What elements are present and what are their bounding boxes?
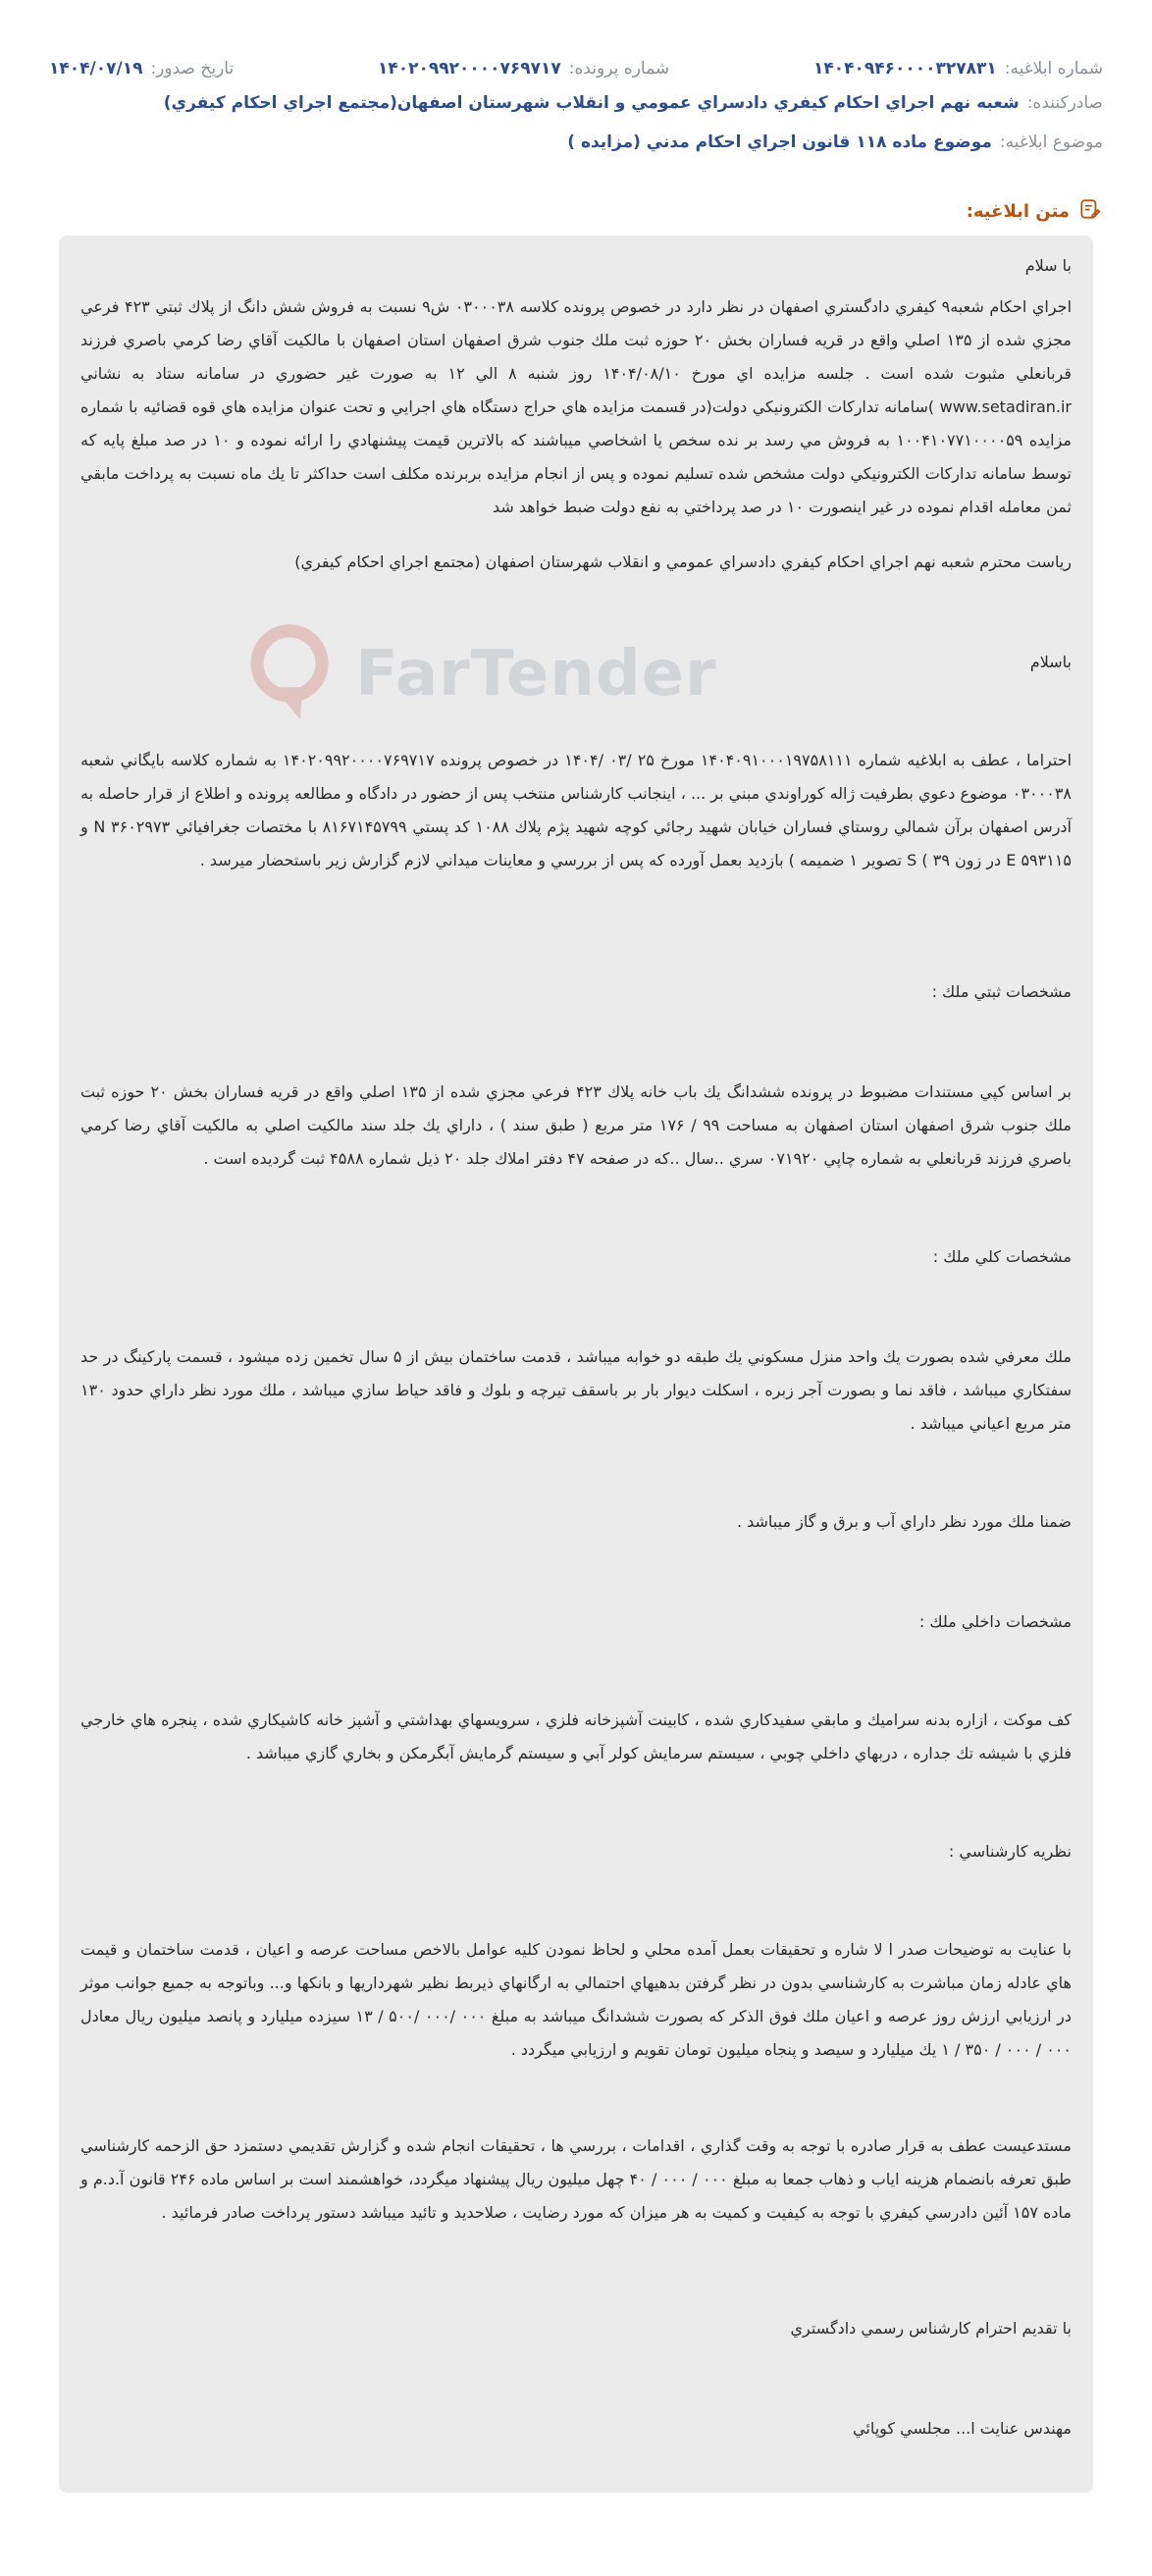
interior-specs-heading: مشخصات داخلي ملك : [918,1612,1072,1631]
greeting: با سلام [1024,256,1072,275]
subject-value: موضوع ماده ۱۱۸ قانون اجراي احكام مدني (مزايده ) [567,132,992,152]
expert-intro: احتراما ، عطف به ابلاغيه شماره ۱۴۰۴۰۹۱۰۰۰۱۹۷۵۸۱۱۱ مورخ ۲۵ /۰۳ /۱۴۰۴ در خصوص پرونده ۱۴۰۲۰۹۹۲۰۰۰۰۷۶۹۷۱۷ به شماره كلاسه بايگاني شعبه ۰۳۰۰۰۳۸ موضوع دعوي بطرفيت ژاله كوراوندي مبني بر ... ، اينجانب كارشناس منتخب پس از حضور در دادگاه و مطالعه پرونده و اطلاع از قرار حاصله به آدرس اصفهان برآن شمالي روستاي فساران خيابان شهيد رجائي كوچه شهيد پژم پلاك ۱۰۸۸ كد پستي ۸۱۶۷۱۴۵۷۹۹ با مختصات جغرافيائي ۳۶۰۲۹۷۳ N و ۵۹۳۱۱۵ E در زون ۳۹ ) S تصوير ۱ ضميمه ) بازديد بعمل آورده كه پس از بررسي و معاينات ميداني لازم گزارش زير باستحضار ميرسد . [80,751,1073,869]
general-specs: ملك معرفي شده بصورت يك واحد منزل مسكوني يك طبقه دو خوابه ميباشد ، قدمت ساختمان بيش از ۵ سال تخمين زده ميشود ، قسمت پاركينگ در حد سفتكاري ميباشد ، فاقد نما و بصورت آجر زبره ، اسكلت ديوار بار بر باسقف تيرچه و بلوك و فاقد حياط سازي ميباشد ، ملك مورد نظر داراي حدود ۱۳۰ متر مربع اعياني ميباشد . [80,1347,1072,1433]
sender-label: صادرکننده: [1026,93,1103,113]
registration-details: بر اساس كپي مستندات مضبوط در پرونده ششدانگ يك باب خانه پلاك ۴۲۳ فرعي مجزي شده از ۱۳۵ اصلي واقع در قريه فساران بخش ۲۰ حوزه ثبت ملك جنوب شرق اصفهان استان اصفهان به مساحت ۹۹ / ۱۷۶ متر مربع ( طبق سند ) ، داراي يك جلد سند مالكيت اصلي به مالكيت آقاي رضا كرمي باصري فرزند قربانعلي به شماره چاپي ۰۷۱۹۲۰ سري ..سال ..كه در صفحه ۴۷ دفتر املاك جلد ۲۰ ذيل شماره ۴۵۸۸ ثبت گرديده است . [80,1082,1073,1168]
interior-specs: كف موكت ، ازاره بدنه سراميك و مابقي سفيدكاري شده ، كابينت آشپزخانه فلزي ، سرويسهاي بهداشتي و آشپز خانه كاشيكاري شده ، پنجره هاي خارجي فلزي با شيشه تك جداره ، دربهاي داخلي چوبي ، سيستم سرمايش كولر آبي و سيستم گرمايش آبگرمكن و بخاري گازي ميباشد . [80,1710,1072,1762]
issue-date [49,59,234,79]
sender-value: شعبه نهم اجراي احكام كيفري دادسراي عمومي و انقلاب شهرستان اصفهان(مجتمع اجراي احكام كيفري) [163,93,1020,113]
notice-body [59,236,1093,2493]
case-number-value: ۱۴۰۲۰۹۹۲۰۰۰۰۷۶۹۷۱۷ [378,59,561,79]
notice-number-value: ۱۴۰۴۰۹۴۶۰۰۰۰۳۲۷۸۳۱ [812,59,997,79]
notice-number-label: شماره ابلاغیه: [1004,59,1103,79]
expert-signature: مهندس عنايت ا... مجلسي كوپائي [853,2419,1072,2438]
case-number-label: شماره پرونده: [568,59,670,79]
closing: با تقديم احترام كارشناس رسمي دادگستري [790,2319,1072,2338]
case-number [378,59,669,79]
general-specs-heading: مشخصات كلي ملك : [932,1247,1072,1266]
expert-opinion-heading: نظريه كارشناسي : [948,1842,1072,1861]
subject-label: موضوع ابلاغیه: [999,132,1103,152]
greeting-2: باسلام [1029,653,1072,671]
issue-date-value: ۱۴۰۴/۰۷/۱۹ [49,59,143,79]
registration-heading: مشخصات ثبتي ملك : [931,982,1072,1001]
issue-date-label: تاریخ صدور: [150,59,235,79]
subject-line [49,132,1103,152]
fee-request: مستدعيست عطف به قرار صادره با توجه به وقت گذاري ، اقدامات ، بررسي ها ، تحقيقات انجام شده و گزارش تقديمي دستمزد حق الزحمه كارشناسي طبق تعرفه بانضمام هزينه اياب و ذهاب جمعا به مبلغ ۰۰۰ / ۰۰۰ / ۴۰ چهل ميليون ريال پيشنهاد ميگردد، خواهشمند است بر اساس ماده ۲۴۶ قانون آ.د.م و ماده ۱۵۷ آئين دادرسي كيفري با توجه به كيفيت و كميت به هر ميزان كه مورد رضايت ، صلاحديد و تائيد ميباشد دستور پرداخت صادر فرمائيد . [80,2136,1073,2222]
sender-line [49,93,1103,113]
utilities-note: ضمنا ملك مورد نظر داراي آب و برق و گاز ميباشد . [736,1512,1072,1531]
addressee: رياست محترم شعبه نهم اجراي احكام كيفري دادسراي عمومي و انقلاب شهرستان اصفهان (مجتمع اجراي احكام كيفري) [294,552,1072,571]
notice-text-heading-label: متن ابلاغیه: [966,201,1070,222]
notice-number [813,59,1103,79]
watermark-text: FarTender [355,638,717,710]
notice-header [49,54,1103,83]
auction-announcement: اجراي احكام شعبه۹ كيفري دادگستري اصفهان در نظر دارد در خصوص پرونده كلاسه ۰۳۰۰۰۳۸ ش۹ نسبت به فروش شش دانگ از پلاك ثبتي ۴۲۳ فرعي مجزي شده از ۱۳۵ اصلي واقع در قريه فساران بخش ۲۰ حوزه ثبت ملك جنوب شرق اصفهان استان اصفهان با مالكيت آقاي رضا كرمي باصري فرزند قربانعلي مثبوت شده است . جلسه مزايده اي مورخ ۱۴۰۴/۰۸/۱۰ روز شنبه ۸ الي ۱۲ به صورت غير حضوري در سامانه ستاد به نشاني www.setadiran.ir )سامانه تداركات الكترونيكي دولت(در قسمت مزايده هاي حراج دستگاه هاي اجرايي و تحت عنوان مزايده هاي قوه قضائيه با شماره مزايده ۱۰۰۴۱۰۷۷۱۰۰۰۰۵۹ به فروش مي رسد بر نده سخص يا اشخاصي ميباشند كه بالاترين قيمت پيشنهادي را ارائه نموده و ۱۰ در صد مبلغ پايه كه توسط سامانه تداركات الكترونيكي دولت مشخص شده تسليم نموده و پس از انجام مزايده بربرنده مكلف است حداكثر تا يك ماه نسبت به پرداخت مابقي ثمن معامله اقدام نموده در غير اينصورت ۱۰ در صد پرداختي به نفع دولت ضبط خواهد شد [80,297,1073,516]
notice-text-heading [967,196,1103,227]
document-edit-icon [1077,196,1103,227]
expert-opinion: با عنايت به توضيحات صدر ا لا شاره و تحقيقات بعمل آمده محلي و لحاظ نمودن كليه عوامل بالاخص مساحت عرصه و اعيان ، قدمت ساختمان و قيمت هاي عادله زمان مباشرت به كارشناسي بدون در نظر گرفتن بدهيهاي احتمالي به ارگانهاي ذيربط نظير شهرداريها و بانكها و... وباتوجه به جميع جوانب موثر در ارزيابي ارزش روز عرصه و اعيان ملك فوق الذكر كه بصورت ششدانگ ميباشد به مبلغ ۰۰۰ /۰۰۰ /۵۰۰ / ۱۳ سيزده ميليارد و پانصد ميليون ريال معادل ۰۰۰ / ۰۰۰ / ۳۵۰ / ۱ يك ميليارد و سيصد و پنجاه ميليون تومان تقويم و ارزيابي ميگردد . [80,1940,1073,2059]
